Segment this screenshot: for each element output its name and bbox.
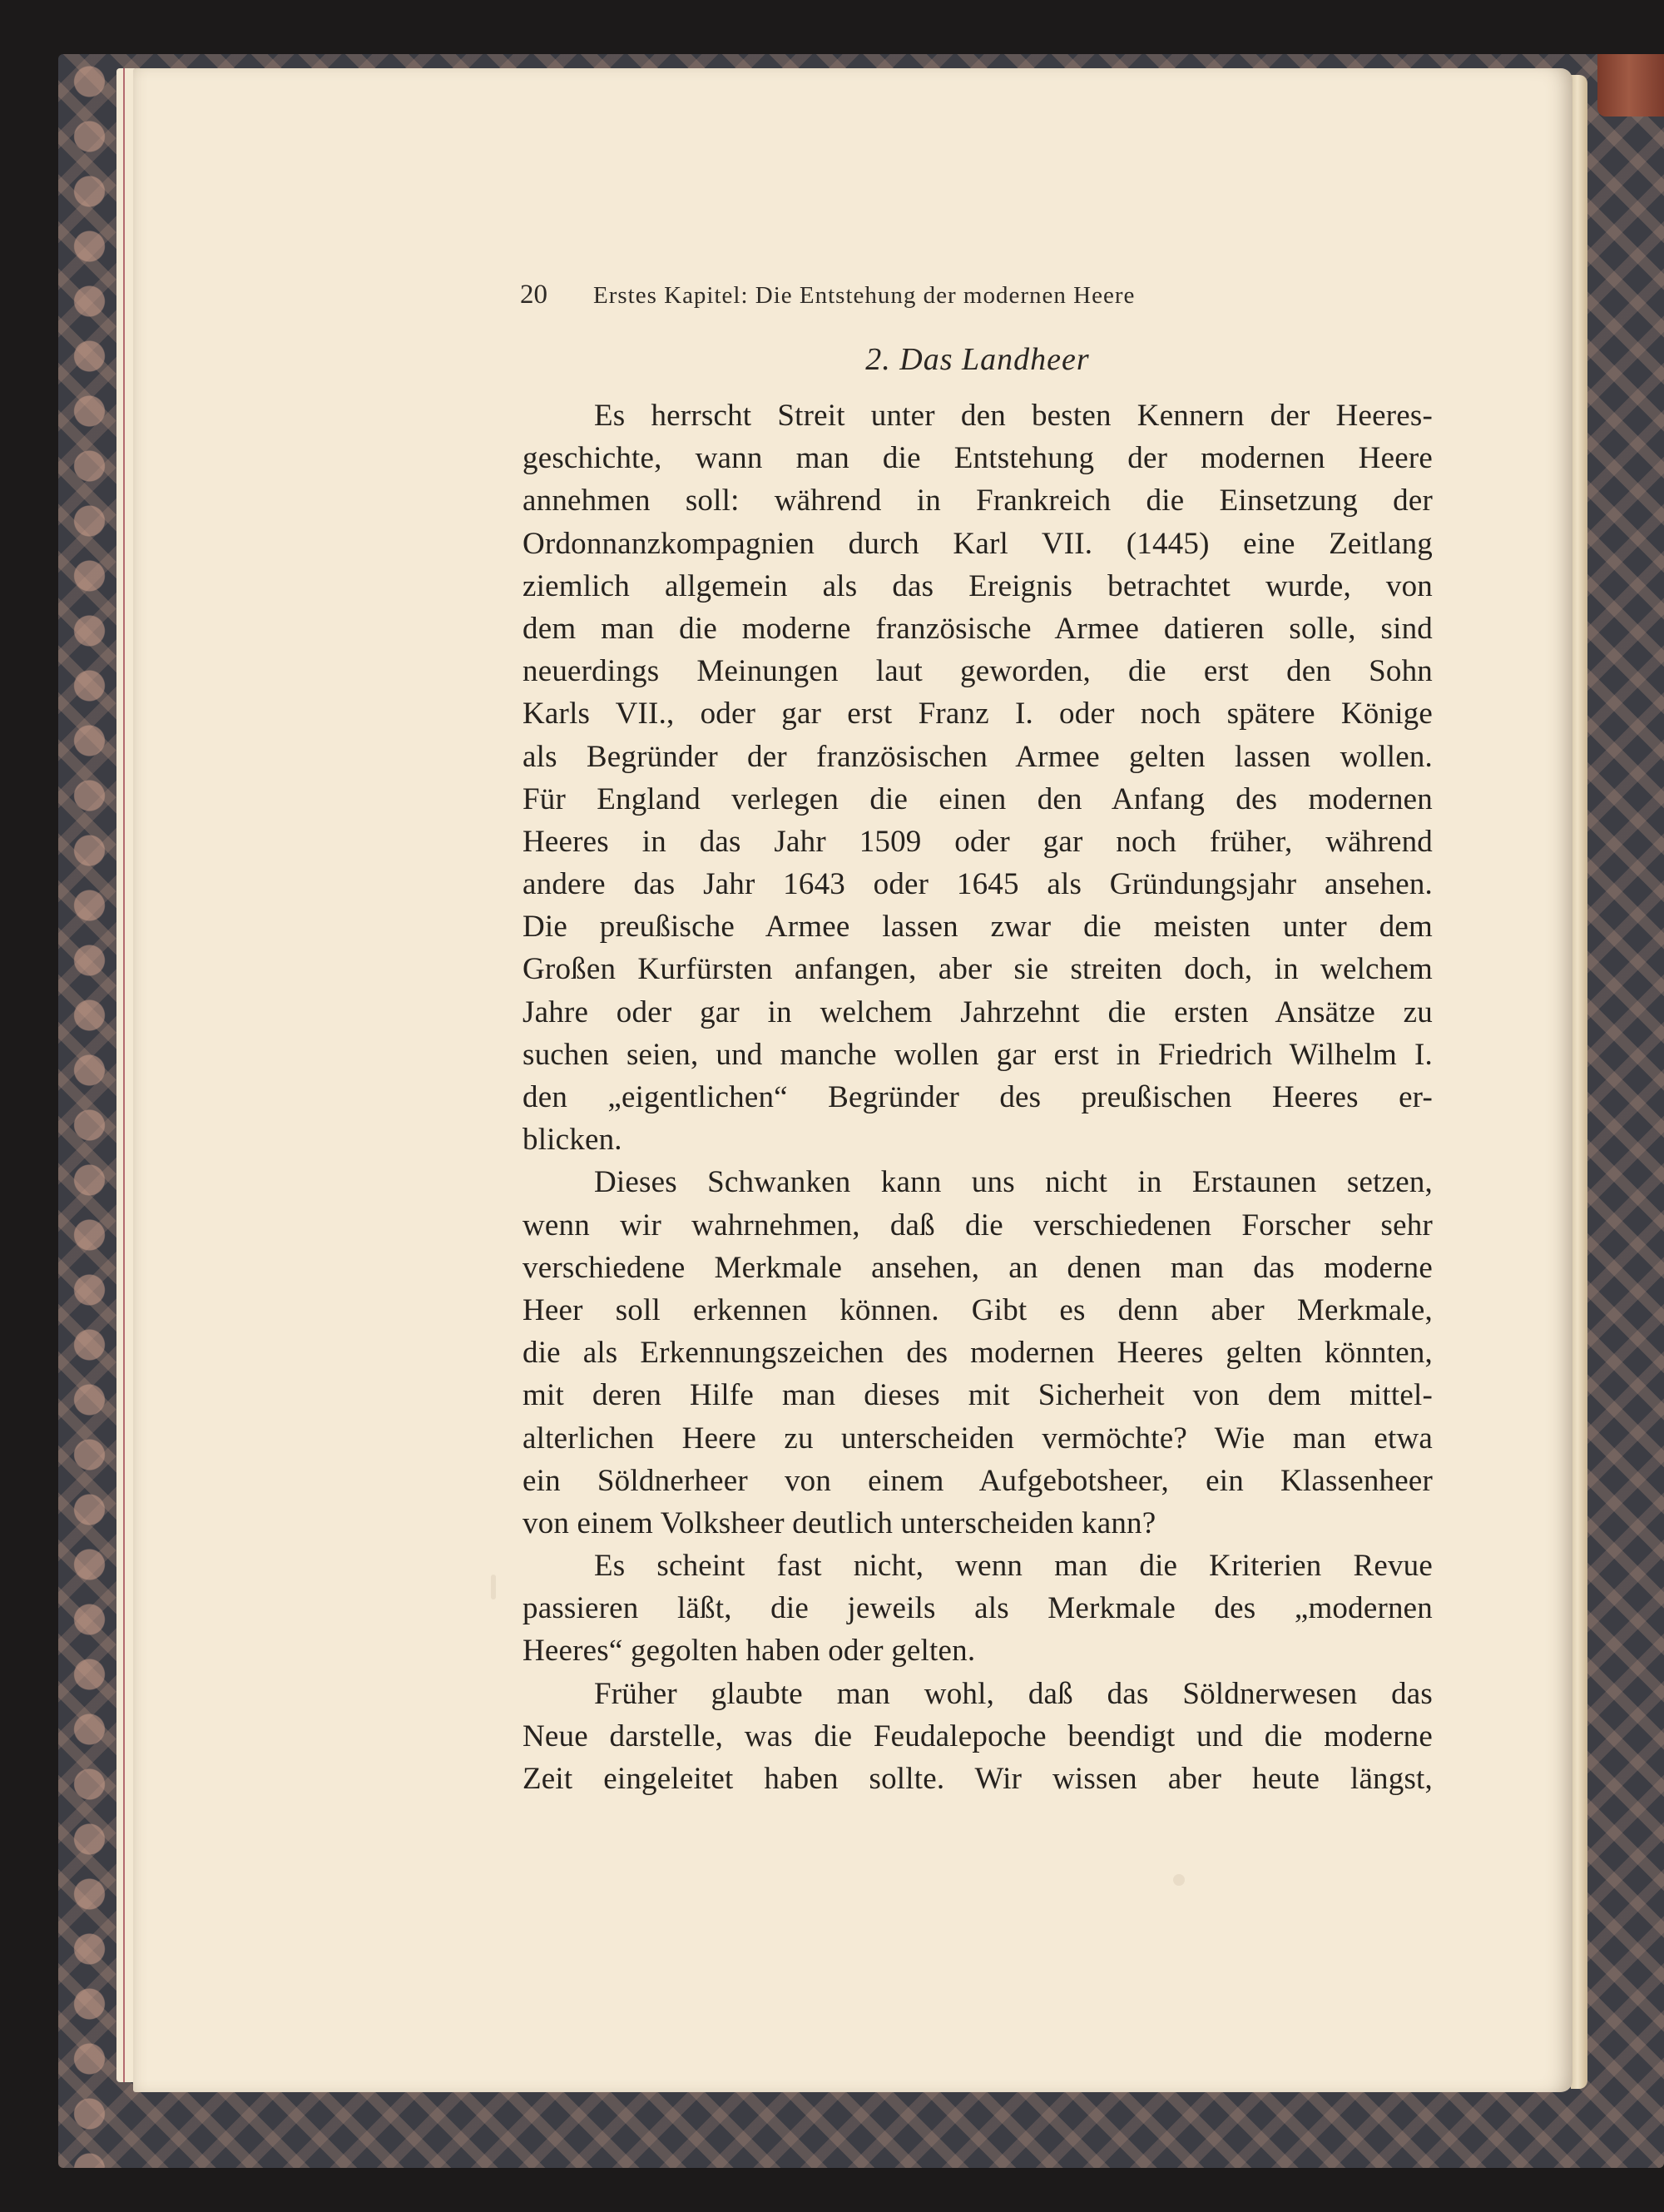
running-head-title: Erstes Kapitel: Die Entstehung der modernen Heere — [593, 282, 1136, 309]
text-line: Es herrscht Streit unter den besten Kennern der Heeres- — [594, 399, 1433, 433]
text-line: Heeres“ gegolten haben oder gelten. — [522, 1634, 976, 1669]
text-line: passieren läßt, die jeweils als Merkmale des „modernen — [522, 1591, 1433, 1626]
paragraph-2 — [522, 1161, 1433, 1545]
body-text — [522, 394, 1433, 1800]
text-line: annehmen soll: während in Frankreich die Einsetzung der — [522, 484, 1433, 518]
text-line: wenn wir wahrnehmen, daß die verschiedenen Forscher sehr — [522, 1208, 1433, 1242]
section-title: 2. Das Landheer — [865, 342, 1090, 377]
text-line: Heeres in das Jahr 1509 oder gar noch früher, während — [522, 824, 1433, 859]
cover-pattern-band — [58, 54, 121, 2168]
paragraph-4 — [522, 1673, 1433, 1801]
text-line: Dieses Schwanken kann uns nicht in Erstaunen setzen, — [594, 1165, 1433, 1200]
text-line: Für England verlegen die einen den Anfang des modernen — [522, 781, 1433, 816]
text-line: den „eigentlichen“ Begründer des preußischen Heeres er- — [522, 1080, 1433, 1114]
text-line: Zeit eingeleitet haben sollte. Wir wissen aber heute längst, — [522, 1762, 1433, 1796]
text-line: Früher glaubte man wohl, daß das Söldnerwesen das — [594, 1676, 1433, 1711]
text-line: Heer soll erkennen können. Gibt es denn aber Merkmale, — [522, 1292, 1433, 1327]
text-line: suchen seien, und manche wollen gar erst in Friedrich Wilhelm I. — [522, 1037, 1433, 1072]
bookmark-ribbon[interactable] — [1597, 54, 1664, 117]
text-line: dem man die moderne französische Armee datieren solle, sind — [522, 611, 1433, 646]
text-line: mit deren Hilfe man dieses mit Sicherheit von dem mittel- — [522, 1378, 1433, 1413]
text-line: Neue darstelle, was die Feudalepoche beendigt und die moderne — [522, 1719, 1433, 1753]
text-line: von einem Volksheer deutlich unterscheiden kann? — [522, 1505, 1156, 1540]
text-line: Großen Kurfürsten anfangen, aber sie streiten doch, in welchem — [522, 952, 1433, 987]
running-head — [520, 280, 1315, 321]
text-line: als Begründer der französischen Armee gelten lassen wollen. — [522, 739, 1433, 774]
facing-page-edge — [1571, 75, 1587, 2089]
text-line: Die preußische Armee lassen zwar die meisten unter dem — [522, 910, 1433, 945]
text-line: andere das Jahr 1643 oder 1645 als Gründungsjahr ansehen. — [522, 867, 1433, 902]
text-line: Karls VII., oder gar erst Franz I. oder noch spätere Könige — [522, 697, 1433, 732]
text-line: neuerdings Meinungen laut geworden, die erst den Sohn — [522, 654, 1433, 689]
text-line: Jahre oder gar in welchem Jahrzehnt die ersten Ansätze zu — [522, 994, 1433, 1029]
page-number: 20 — [520, 280, 547, 310]
text-line: ziemlich allgemein als das Ereignis betrachtet wurde, von — [522, 568, 1433, 603]
text-line: verschiedene Merkmale ansehen, an denen man das moderne — [522, 1250, 1433, 1285]
paragraph-3 — [522, 1545, 1433, 1673]
text-line: alterlichen Heere zu unterscheiden vermöchte? Wie man etwa — [522, 1421, 1433, 1456]
text-line: blicken. — [522, 1123, 622, 1158]
text-line: Es scheint fast nicht, wenn man die Kriterien Revue — [594, 1549, 1433, 1584]
text-line: geschichte, wann man die Entstehung der modernen Heere — [522, 441, 1433, 476]
text-line: ein Söldnerheer von einem Aufgebotsheer, ein Klassenheer — [522, 1463, 1433, 1498]
text-line: die als Erkennungszeichen des modernen Heeres gelten könnten, — [522, 1336, 1433, 1371]
text-line: Ordonnanzkompagnien durch Karl VII. (1445) eine Zeitlang — [522, 526, 1433, 561]
paragraph-1 — [522, 394, 1433, 1161]
